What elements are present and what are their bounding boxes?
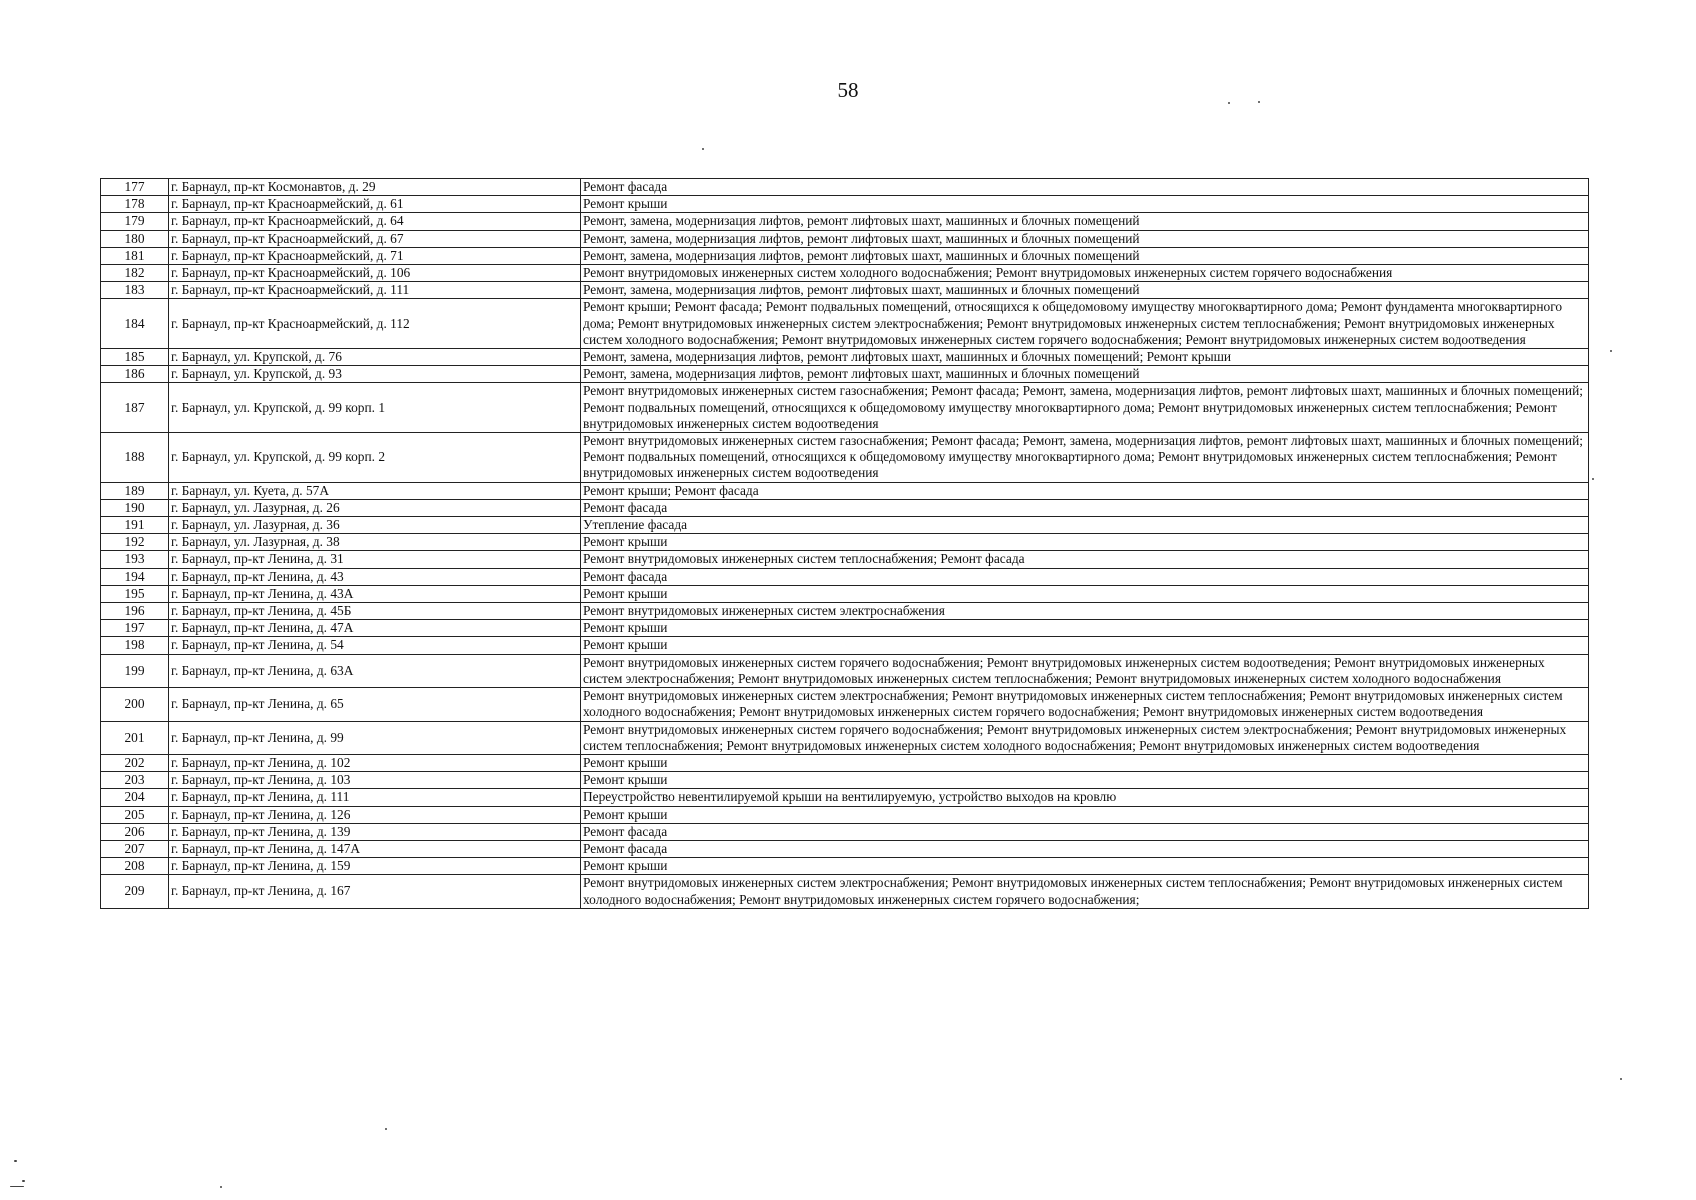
row-works: Ремонт крыши (581, 585, 1589, 602)
row-address: г. Барнаул, ул. Крупской, д. 99 корп. 1 (169, 383, 581, 433)
row-number: 191 (101, 517, 169, 534)
page-number: 58 (837, 78, 859, 102)
row-address: г. Барнаул, пр-кт Красноармейский, д. 71 (169, 247, 581, 264)
table-row (101, 806, 1589, 823)
row-address: г. Барнаул, ул. Крупской, д. 76 (169, 349, 581, 366)
row-number: 196 (101, 603, 169, 620)
table-row (101, 858, 1589, 875)
row-address: г. Барнаул, пр-кт Ленина, д. 43А (169, 585, 581, 602)
row-works: Ремонт крыши (581, 754, 1589, 771)
row-works: Ремонт, замена, модернизация лифтов, ремонт лифтовых шахт, машинных и блочных помещений (581, 213, 1589, 230)
row-number: 209 (101, 875, 169, 908)
row-number: 193 (101, 551, 169, 568)
table-row (101, 772, 1589, 789)
table-row (101, 551, 1589, 568)
table-row (101, 534, 1589, 551)
row-address: г. Барнаул, пр-кт Ленина, д. 102 (169, 754, 581, 771)
row-address: г. Барнаул, пр-кт Ленина, д. 126 (169, 806, 581, 823)
scan-speck (22, 1180, 25, 1182)
table-row (101, 620, 1589, 637)
row-works: Ремонт фасада (581, 499, 1589, 516)
table-row (101, 196, 1589, 213)
row-number: 188 (101, 433, 169, 483)
row-works: Ремонт, замена, модернизация лифтов, ремонт лифтовых шахт, машинных и блочных помещений (581, 282, 1589, 299)
scan-speck (220, 1186, 222, 1188)
row-address: г. Барнаул, пр-кт Ленина, д. 54 (169, 637, 581, 654)
row-address: г. Барнаул, пр-кт Красноармейский, д. 106 (169, 265, 581, 282)
scan-speck (385, 1128, 387, 1130)
row-works: Ремонт внутридомовых инженерных систем газоснабжения; Ремонт фасада; Ремонт, замена, модернизация лифтов, ремонт лифтовых шахт, машинных и блочных помещений; Ремонт подвальных помещений, относящихся к общедомовому имуществу многоквартирного дома; Ремонт внутридомовых инженерных систем теплоснабжения; Ремонт внутридомовых инженерных систем водоотведения (581, 383, 1589, 433)
scan-speck (1620, 1078, 1622, 1080)
row-works: Ремонт, замена, модернизация лифтов, ремонт лифтовых шахт, машинных и блочных помещений (581, 230, 1589, 247)
row-works: Ремонт крыши (581, 858, 1589, 875)
row-number: 201 (101, 721, 169, 754)
scan-speck (702, 148, 704, 150)
row-works: Ремонт крыши (581, 196, 1589, 213)
table-row (101, 789, 1589, 806)
row-works: Ремонт крыши (581, 620, 1589, 637)
row-number: 194 (101, 568, 169, 585)
row-number: 177 (101, 179, 169, 196)
row-address: г. Барнаул, пр-кт Ленина, д. 167 (169, 875, 581, 908)
table-row (101, 823, 1589, 840)
scan-speck (1258, 101, 1260, 103)
row-address: г. Барнаул, пр-кт Красноармейский, д. 111 (169, 282, 581, 299)
table-row (101, 603, 1589, 620)
row-address: г. Барнаул, пр-кт Ленина, д. 65 (169, 688, 581, 721)
row-works: Ремонт внутридомовых инженерных систем холодного водоснабжения; Ремонт внутридомовых инженерных систем горячего водоснабжения (581, 265, 1589, 282)
row-address: г. Барнаул, пр-кт Ленина, д. 45Б (169, 603, 581, 620)
row-number: 199 (101, 654, 169, 687)
row-address: г. Барнаул, пр-кт Ленина, д. 31 (169, 551, 581, 568)
table-row (101, 265, 1589, 282)
table-row (101, 383, 1589, 433)
table-row (101, 688, 1589, 721)
row-address: г. Барнаул, пр-кт Красноармейский, д. 64 (169, 213, 581, 230)
row-number: 200 (101, 688, 169, 721)
row-works: Ремонт внутридомовых инженерных систем горячего водоснабжения; Ремонт внутридомовых инженерных систем электроснабжения; Ремонт внутридомовых инженерных систем теплоснабжения; Ремонт внутридомовых инженерных систем холодного водоснабжения; Ремонт внутридомовых инженерных систем водоотведения (581, 721, 1589, 754)
table-row (101, 482, 1589, 499)
row-number: 178 (101, 196, 169, 213)
row-address: г. Барнаул, пр-кт Ленина, д. 147А (169, 840, 581, 857)
scan-speck (1592, 478, 1594, 480)
row-number: 203 (101, 772, 169, 789)
table-row (101, 840, 1589, 857)
row-address: г. Барнаул, пр-кт Ленина, д. 47А (169, 620, 581, 637)
row-number: 204 (101, 789, 169, 806)
table-row (101, 366, 1589, 383)
table-row (101, 282, 1589, 299)
row-works: Ремонт крыши (581, 637, 1589, 654)
row-address: г. Барнаул, пр-кт Ленина, д. 99 (169, 721, 581, 754)
table-row (101, 349, 1589, 366)
row-number: 185 (101, 349, 169, 366)
table-row (101, 721, 1589, 754)
row-number: 189 (101, 482, 169, 499)
table-row (101, 230, 1589, 247)
row-works: Ремонт фасада (581, 568, 1589, 585)
table-row (101, 517, 1589, 534)
row-number: 184 (101, 299, 169, 349)
table-row (101, 179, 1589, 196)
row-address: г. Барнаул, пр-кт Ленина, д. 111 (169, 789, 581, 806)
scan-speck (14, 1160, 17, 1162)
row-number: 207 (101, 840, 169, 857)
row-number: 198 (101, 637, 169, 654)
table-row (101, 499, 1589, 516)
table-row (101, 433, 1589, 483)
row-works: Ремонт внутридомовых инженерных систем теплоснабжения; Ремонт фасада (581, 551, 1589, 568)
table-row (101, 654, 1589, 687)
row-works: Ремонт, замена, модернизация лифтов, ремонт лифтовых шахт, машинных и блочных помещений; Ремонт крыши (581, 349, 1589, 366)
row-number: 206 (101, 823, 169, 840)
row-address: г. Барнаул, пр-кт Красноармейский, д. 67 (169, 230, 581, 247)
repair-register-table (100, 178, 1589, 909)
row-number: 181 (101, 247, 169, 264)
row-number: 182 (101, 265, 169, 282)
row-address: г. Барнаул, пр-кт Ленина, д. 103 (169, 772, 581, 789)
table-row (101, 585, 1589, 602)
row-works: Ремонт фасада (581, 823, 1589, 840)
row-address: г. Барнаул, пр-кт Красноармейский, д. 112 (169, 299, 581, 349)
row-number: 186 (101, 366, 169, 383)
row-works: Переустройство невентилируемой крыши на вентилируемую, устройство выходов на кровлю (581, 789, 1589, 806)
row-number: 208 (101, 858, 169, 875)
row-works: Ремонт фасада (581, 840, 1589, 857)
row-works: Ремонт внутридомовых инженерных систем горячего водоснабжения; Ремонт внутридомовых инженерных систем водоотведения; Ремонт внутридомовых инженерных систем электроснабжения; Ремонт внутридомовых инженерных систем теплоснабжения; Ремонт внутридомовых инженерных систем холодного водоснабжения (581, 654, 1589, 687)
row-address: г. Барнаул, пр-кт Красноармейский, д. 61 (169, 196, 581, 213)
table-row (101, 568, 1589, 585)
row-number: 190 (101, 499, 169, 516)
row-address: г. Барнаул, пр-кт Ленина, д. 43 (169, 568, 581, 585)
scan-speck (1610, 350, 1612, 352)
row-works: Ремонт, замена, модернизация лифтов, ремонт лифтовых шахт, машинных и блочных помещений (581, 366, 1589, 383)
table-row (101, 637, 1589, 654)
table-row (101, 754, 1589, 771)
row-address: г. Барнаул, ул. Крупской, д. 93 (169, 366, 581, 383)
row-works: Ремонт внутридомовых инженерных систем электроснабжения (581, 603, 1589, 620)
row-address: г. Барнаул, пр-кт Ленина, д. 139 (169, 823, 581, 840)
table-row (101, 247, 1589, 264)
row-number: 195 (101, 585, 169, 602)
row-address: г. Барнаул, пр-кт Космонавтов, д. 29 (169, 179, 581, 196)
table-body (101, 179, 1589, 909)
row-works: Ремонт крыши (581, 806, 1589, 823)
row-address: г. Барнаул, ул. Крупской, д. 99 корп. 2 (169, 433, 581, 483)
table-row (101, 213, 1589, 230)
scan-speck (10, 1186, 24, 1187)
row-works: Ремонт внутридомовых инженерных систем газоснабжения; Ремонт фасада; Ремонт, замена, модернизация лифтов, ремонт лифтовых шахт, машинных и блочных помещений; Ремонт подвальных помещений, относящихся к общедомовому имуществу многоквартирного дома; Ремонт внутридомовых инженерных систем теплоснабжения; Ремонт внутридомовых инженерных систем водоотведения (581, 433, 1589, 483)
row-works: Ремонт крыши; Ремонт фасада (581, 482, 1589, 499)
row-number: 179 (101, 213, 169, 230)
row-number: 183 (101, 282, 169, 299)
row-works: Утепление фасада (581, 517, 1589, 534)
row-works: Ремонт внутридомовых инженерных систем электроснабжения; Ремонт внутридомовых инженерных систем теплоснабжения; Ремонт внутридомовых инженерных систем холодного водоснабжения; Ремонт внутридомовых инженерных систем горячего водоснабжения; Ремонт внутридомовых инженерных систем водоотведения (581, 688, 1589, 721)
row-number: 192 (101, 534, 169, 551)
row-address: г. Барнаул, ул. Куета, д. 57А (169, 482, 581, 499)
scan-speck (1228, 102, 1230, 104)
row-works: Ремонт крыши (581, 772, 1589, 789)
row-number: 187 (101, 383, 169, 433)
row-address: г. Барнаул, ул. Лазурная, д. 26 (169, 499, 581, 516)
row-number: 205 (101, 806, 169, 823)
row-works: Ремонт крыши (581, 534, 1589, 551)
row-works: Ремонт, замена, модернизация лифтов, ремонт лифтовых шахт, машинных и блочных помещений (581, 247, 1589, 264)
row-works: Ремонт фасада (581, 179, 1589, 196)
row-number: 202 (101, 754, 169, 771)
table-row (101, 299, 1589, 349)
row-address: г. Барнаул, ул. Лазурная, д. 36 (169, 517, 581, 534)
table-row (101, 875, 1589, 908)
row-number: 197 (101, 620, 169, 637)
row-address: г. Барнаул, ул. Лазурная, д. 38 (169, 534, 581, 551)
row-number: 180 (101, 230, 169, 247)
row-address: г. Барнаул, пр-кт Ленина, д. 159 (169, 858, 581, 875)
row-works: Ремонт внутридомовых инженерных систем электроснабжения; Ремонт внутридомовых инженерных систем теплоснабжения; Ремонт внутридомовых инженерных систем холодного водоснабжения; Ремонт внутридомовых инженерных систем горячего водоснабжения; (581, 875, 1589, 908)
row-works: Ремонт крыши; Ремонт фасада; Ремонт подвальных помещений, относящихся к общедомовому имуществу многоквартирного дома; Ремонт фундамента многоквартирного дома; Ремонт внутридомовых инженерных систем электроснабжения; Ремонт внутридомовых инженерных систем теплоснабжения; Ремонт внутридомовых инженерных систем холодного водоснабжения; Ремонт внутридомовых инженерных систем горячего водоснабжения; Ремонт внутридомовых инженерных систем водоотведения (581, 299, 1589, 349)
row-address: г. Барнаул, пр-кт Ленина, д. 63А (169, 654, 581, 687)
